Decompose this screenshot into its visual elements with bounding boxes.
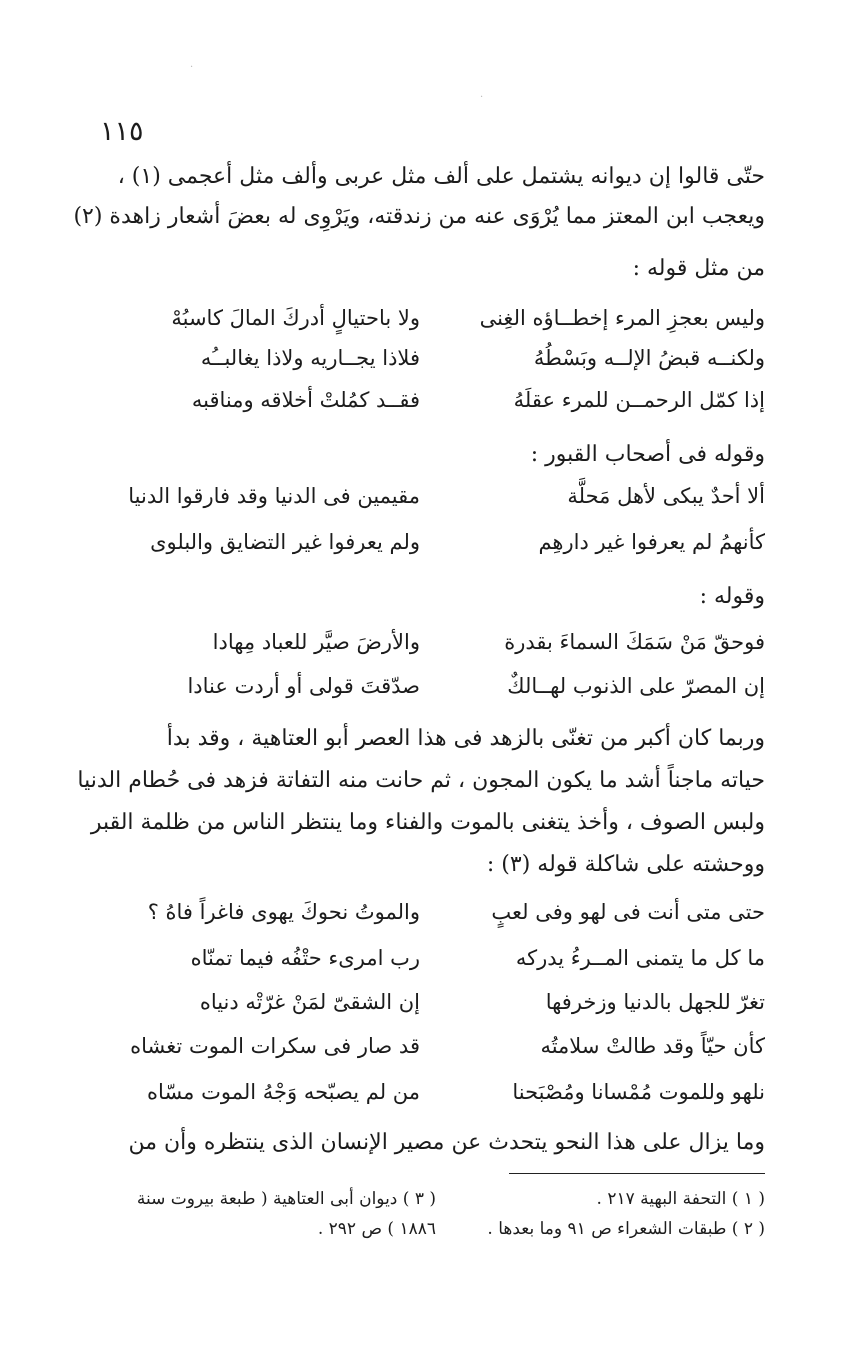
poem2-verse [100, 530, 765, 570]
closing-line: وما يزال على هذا النحو يتحدث عن مصير الإنسان الذى ينتظره وأن من [128, 1130, 765, 1155]
scan-speck: · [190, 62, 194, 73]
scan-speck: · [480, 92, 484, 103]
verse-hemistich-first: ولكنــه قبضُ الإلــه وبَسْطُهُ [533, 346, 765, 370]
verse-hemistich-second: إن الشقىّ لمَنْ غرّتْه دنياه [199, 990, 420, 1014]
verse-hemistich-first: كأن حيّاً وقد طالتْ سلامتُه [540, 1034, 765, 1058]
poem1-verse [100, 388, 765, 428]
paragraph2-line-4: ووحشته على شاكلة قوله (٣) : [486, 852, 765, 877]
page-number: ١١٥ [100, 116, 144, 147]
footnote-1: ( ١ ) التحفة البهية ٢١٧ . [596, 1189, 765, 1209]
verse-hemistich-second: فلاذا يجــاريه ولاذا يغالبــُه [200, 346, 420, 370]
verse-hemistich-first: نلهو وللموت مُمْسانا ومُصْبَحنا [512, 1080, 765, 1104]
intro-line-3: من مثل قوله : [632, 256, 765, 281]
paragraph2-line-1: وربما كان أكبر من تغنّى بالزهد فى هذا العصر أبو العتاهية ، وقد بدأ [166, 726, 765, 751]
intro-line-2: ويعجب ابن المعتز مما يُرْوَى عنه من زندقته، ويَرْوِى له بعضَ أشعار زاهدة (٢) [73, 204, 765, 229]
footnote-3: ( ٣ ) ديوان أبى العتاهية ( طبعة بيروت سنة [136, 1189, 436, 1209]
verse-hemistich-first: تغرّ للجهل بالدنيا وزخرفها [545, 990, 765, 1014]
verse-hemistich-second: والموتُ نحوكَ يهوى فاغراً فاهُ ؟ [147, 900, 420, 924]
footnote-2: ( ٢ ) طبقات الشعراء ص ٩١ وما بعدها . [487, 1219, 765, 1239]
poem1-verse [100, 306, 765, 346]
verse-hemistich-second: والأرضَ صيَّر للعباد مِهادا [212, 630, 420, 654]
verse-hemistich-first: إذا كمّل الرحمــن للمرء عقلَهُ [513, 388, 765, 412]
verse-hemistich-second: مقيمين فى الدنيا وقد فارقوا الدنيا [128, 484, 420, 508]
verse-hemistich-first: وليس بعجزِ المرء إخطــاؤه الغِنى [479, 306, 765, 330]
verse-hemistich-second: قد صار فى سكرات الموت تغشاه [130, 1034, 420, 1058]
heading-poem2: وقوله فى أصحاب القبور : [530, 442, 765, 467]
verse-hemistich-second: صدّقتَ قولى أو أردت عنادا [187, 674, 420, 698]
verse-hemistich-first: فوحقّ مَنْ سَمَكَ السماءَ بقدرة [504, 630, 765, 654]
footnote-3-continued: ١٨٨٦ ) ص ٢٩٢ . [317, 1219, 436, 1239]
paragraph2-line-2: حياته ماجناً أشد ما يكون المجون ، ثم حانت منه التفاتة فزهد فى حُطام الدنيا [77, 768, 765, 793]
verse-hemistich-second: ولا باحتيالٍ أدركَ المالَ كاسبُهْ [171, 306, 420, 330]
poem3-verse [100, 630, 765, 670]
verse-hemistich-first: ألا أحدٌ يبكى لأهل مَحلَّة [567, 484, 765, 508]
verse-hemistich-second: فقــد كمُلتْ أخلاقه ومناقبه [191, 388, 420, 412]
poem4-verse [100, 1080, 765, 1120]
verse-hemistich-second: من لم يصبّحه وَجْهُ الموت مسّاه [147, 1080, 420, 1104]
verse-hemistich-second: ولم يعرفوا غير التضايق والبلوى [150, 530, 420, 554]
verse-hemistich-second: رب امرىء حتْفُه فيما تمنّاه [190, 946, 420, 970]
verse-hemistich-first: ما كل ما يتمنى المــرءُ يدركه [515, 946, 765, 970]
paragraph2-line-3: ولبس الصوف ، وأخذ يتغنى بالموت والفناء وما ينتظر الناس من ظلمة القبر [90, 810, 765, 835]
verse-hemistich-first: إن المصرّ على الذنوب لهــالكٌ [507, 674, 765, 698]
footnote-divider [509, 1173, 765, 1174]
poem4-verse [100, 946, 765, 986]
poem2-verse [100, 484, 765, 524]
verse-hemistich-first: حتى متى أنت فى لهو وفى لعبٍ [491, 900, 765, 924]
poem4-verse [100, 990, 765, 1030]
poem3-verse [100, 674, 765, 714]
poem4-verse [100, 1034, 765, 1074]
heading-poem3: وقوله : [699, 584, 765, 609]
intro-line-1: حتّى قالوا إن ديوانه يشتمل على ألف مثل عربى وألف مثل أعجمى (١) ، [117, 164, 765, 189]
poem4-verse [100, 900, 765, 940]
poem1-verse [100, 346, 765, 386]
verse-hemistich-first: كأنهمُ لم يعرفوا غير دارهِم [538, 530, 765, 554]
